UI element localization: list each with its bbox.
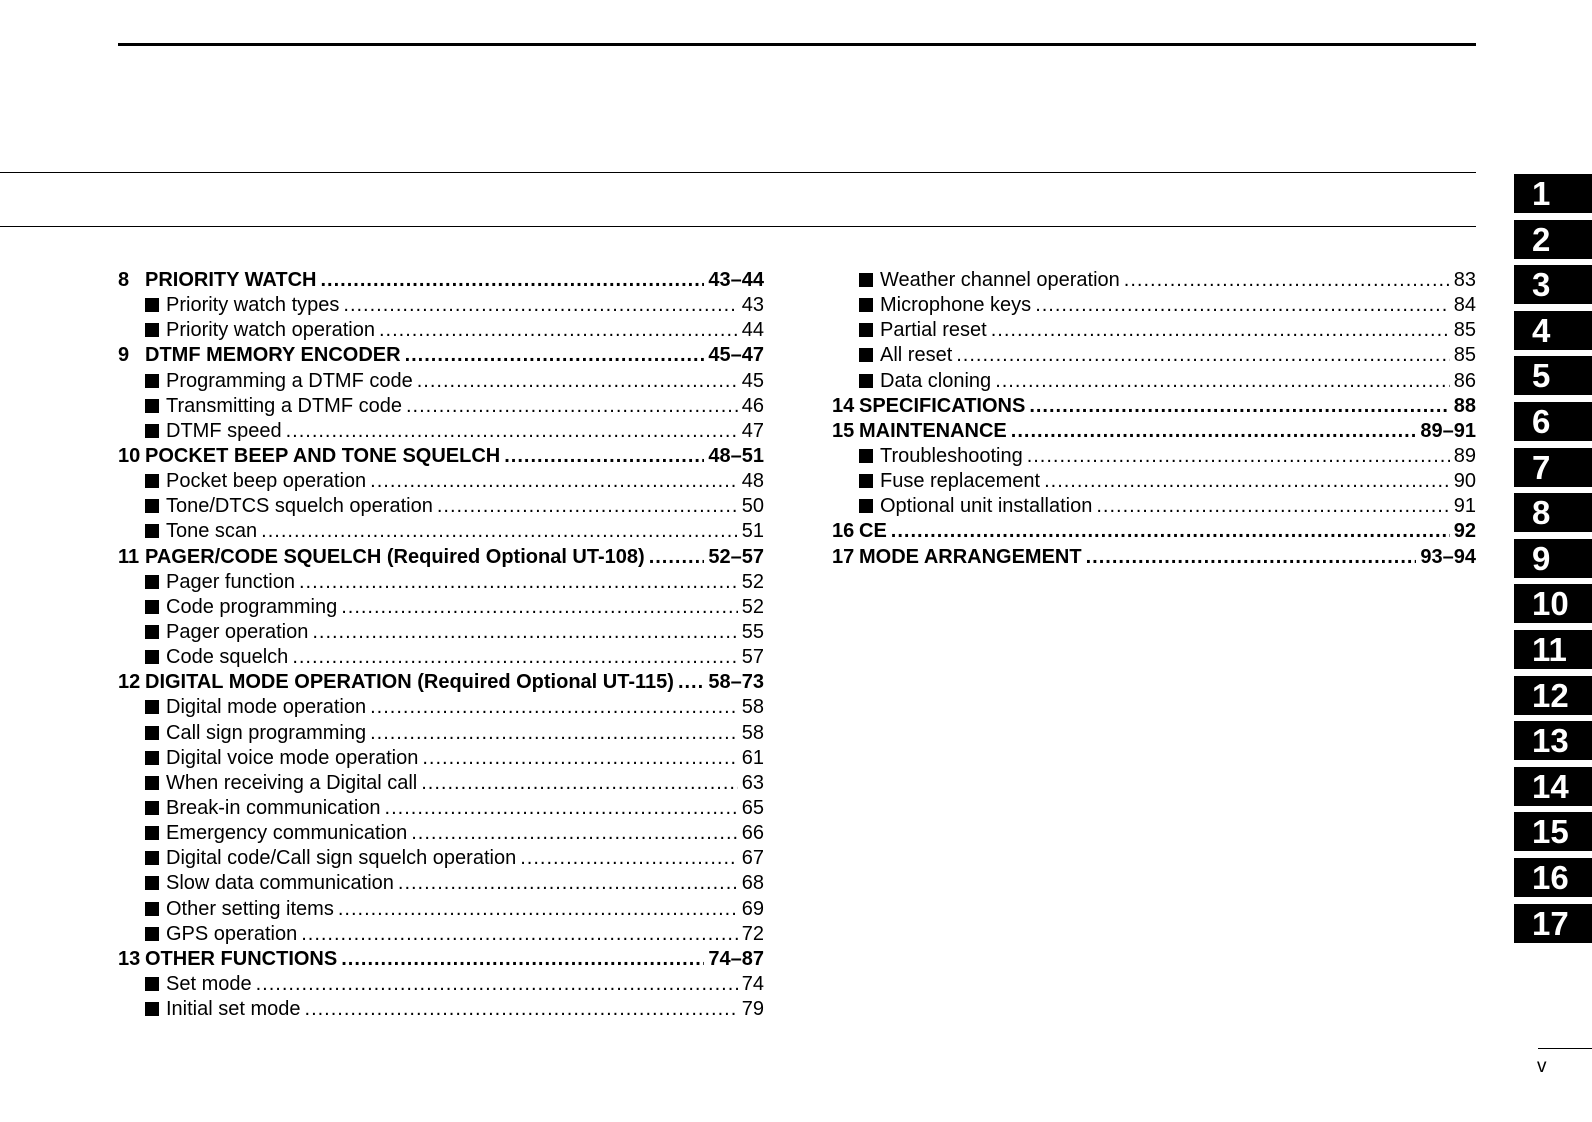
toc-entry-title: Digital voice mode operation bbox=[166, 746, 419, 769]
bullet-square-icon bbox=[859, 298, 873, 312]
toc-page-range: 89–91 bbox=[1420, 419, 1476, 442]
toc-entry-title: Call sign programming bbox=[166, 721, 367, 744]
dot-leader bbox=[305, 997, 738, 1022]
dot-leader bbox=[341, 595, 738, 620]
bullet-square-icon bbox=[859, 374, 873, 388]
toc-entry-title: Tone scan bbox=[166, 520, 258, 543]
toc-subsection-entry bbox=[118, 821, 764, 846]
toc-page-range: 48 bbox=[741, 470, 764, 493]
toc-subsection-entry bbox=[118, 419, 764, 444]
toc-entry-title: Pager operation bbox=[166, 620, 309, 643]
toc-entry-title: Tone/DTCS squelch operation bbox=[166, 495, 433, 518]
toc-entry-title: Troubleshooting bbox=[880, 444, 1023, 467]
toc-page-range: 58 bbox=[741, 721, 764, 744]
section-tab-17[interactable]: 17 bbox=[1514, 904, 1592, 943]
bullet-square-icon bbox=[145, 876, 159, 890]
dot-leader bbox=[649, 545, 705, 570]
dot-leader bbox=[421, 771, 738, 796]
toc-entry-title: Partial reset bbox=[880, 319, 987, 342]
toc-entry-title: SPECIFICATIONS bbox=[859, 394, 1026, 417]
toc-left-column bbox=[118, 268, 764, 1022]
toc-entry-title: Other setting items bbox=[166, 897, 334, 920]
bullet-square-icon bbox=[859, 449, 873, 463]
dot-leader bbox=[411, 821, 738, 846]
header-rule-upper bbox=[0, 172, 1476, 173]
toc-page-range: 51 bbox=[741, 520, 764, 543]
toc-section-entry bbox=[118, 947, 764, 972]
toc-subsection-entry bbox=[832, 318, 1476, 343]
toc-page-range: 91 bbox=[1453, 495, 1476, 518]
toc-section-number: 11 bbox=[118, 545, 140, 568]
bullet-square-icon bbox=[145, 726, 159, 740]
bullet-square-icon bbox=[145, 474, 159, 488]
toc-page-range: 45–47 bbox=[708, 344, 764, 367]
section-tab-3[interactable]: 3 bbox=[1514, 265, 1592, 304]
toc-entry-title: DTMF speed bbox=[166, 419, 282, 442]
section-tab-15[interactable]: 15 bbox=[1514, 812, 1592, 851]
page-number: v bbox=[1537, 1056, 1547, 1077]
dot-leader bbox=[370, 721, 738, 746]
toc-page-range: 69 bbox=[741, 897, 764, 920]
toc-subsection-entry bbox=[832, 494, 1476, 519]
bullet-square-icon bbox=[145, 625, 159, 639]
toc-page-range: 89 bbox=[1453, 444, 1476, 467]
toc-page-range: 58 bbox=[741, 696, 764, 719]
dot-leader bbox=[1124, 268, 1450, 293]
toc-page-range: 74–87 bbox=[708, 947, 764, 970]
toc-page-range: 55 bbox=[741, 620, 764, 643]
toc-entry-title: Priority watch operation bbox=[166, 319, 375, 342]
toc-entry-title: Code programming bbox=[166, 595, 338, 618]
bullet-square-icon bbox=[145, 826, 159, 840]
toc-subsection-entry bbox=[832, 293, 1476, 318]
section-tab-11[interactable]: 11 bbox=[1514, 630, 1592, 669]
section-tab-9[interactable]: 9 bbox=[1514, 539, 1592, 578]
toc-section-entry bbox=[118, 343, 764, 368]
bullet-square-icon bbox=[145, 700, 159, 714]
dot-leader bbox=[1027, 444, 1450, 469]
toc-page-range: 65 bbox=[741, 796, 764, 819]
dot-leader bbox=[343, 293, 737, 318]
toc-entry-title: Programming a DTMF code bbox=[166, 369, 413, 392]
toc-subsection-entry bbox=[118, 394, 764, 419]
section-tab-16[interactable]: 16 bbox=[1514, 858, 1592, 897]
bullet-square-icon bbox=[145, 801, 159, 815]
toc-subsection-entry bbox=[118, 922, 764, 947]
section-tab-12[interactable]: 12 bbox=[1514, 676, 1592, 715]
dot-leader bbox=[417, 369, 738, 394]
toc-page-range: 74 bbox=[741, 972, 764, 995]
toc-subsection-entry bbox=[832, 444, 1476, 469]
toc-subsection-entry bbox=[118, 695, 764, 720]
toc-subsection-entry bbox=[118, 997, 764, 1022]
bullet-square-icon bbox=[145, 298, 159, 312]
toc-subsection-entry bbox=[118, 771, 764, 796]
toc-page-range: 46 bbox=[741, 394, 764, 417]
toc-entry-title: Optional unit installation bbox=[880, 495, 1093, 518]
toc-section-entry bbox=[832, 519, 1476, 544]
toc-entry-title: PAGER/CODE SQUELCH (Required Optional UT-108) bbox=[145, 545, 645, 568]
section-tab-14[interactable]: 14 bbox=[1514, 767, 1592, 806]
bullet-square-icon bbox=[145, 424, 159, 438]
toc-entry-title: All reset bbox=[880, 344, 953, 367]
dot-leader bbox=[678, 670, 704, 695]
dot-leader bbox=[891, 519, 1450, 544]
toc-page-range: 90 bbox=[1453, 470, 1476, 493]
bullet-square-icon bbox=[145, 575, 159, 589]
bullet-square-icon bbox=[145, 851, 159, 865]
dot-leader bbox=[256, 972, 738, 997]
toc-page-range: 68 bbox=[741, 872, 764, 895]
dot-leader bbox=[341, 947, 704, 972]
bullet-square-icon bbox=[145, 927, 159, 941]
bullet-square-icon bbox=[859, 273, 873, 287]
toc-page-range: 66 bbox=[741, 822, 764, 845]
toc-section-entry bbox=[832, 419, 1476, 444]
toc-entry-title: Digital mode operation bbox=[166, 696, 367, 719]
toc-entry-title: Slow data communication bbox=[166, 872, 394, 895]
toc-entry-title: Data cloning bbox=[880, 369, 992, 392]
dot-leader bbox=[301, 922, 738, 947]
dot-leader bbox=[520, 846, 738, 871]
section-tab-7[interactable]: 7 bbox=[1514, 448, 1592, 487]
dot-leader bbox=[422, 746, 737, 771]
toc-entry-title: Priority watch types bbox=[166, 294, 340, 317]
section-tab-4[interactable]: 4 bbox=[1514, 311, 1592, 350]
toc-entry-title: Weather channel operation bbox=[880, 269, 1120, 291]
toc-page-range: 57 bbox=[741, 646, 764, 669]
toc-subsection-entry bbox=[118, 846, 764, 871]
bullet-square-icon bbox=[145, 776, 159, 790]
dot-leader bbox=[1029, 394, 1449, 419]
bullet-square-icon bbox=[145, 1002, 159, 1016]
toc-section-entry bbox=[118, 268, 764, 293]
footer-rule bbox=[1538, 1048, 1592, 1049]
toc-subsection-entry bbox=[118, 570, 764, 595]
bullet-square-icon bbox=[145, 374, 159, 388]
dot-leader bbox=[320, 268, 704, 293]
toc-entry-title: DTMF MEMORY ENCODER bbox=[145, 344, 401, 367]
toc-subsection-entry bbox=[832, 469, 1476, 494]
toc-section-number: 10 bbox=[118, 444, 141, 467]
toc-entry-title: Emergency communication bbox=[166, 822, 408, 845]
section-tab-1[interactable]: 1 bbox=[1514, 174, 1592, 213]
toc-entry-title: DIGITAL MODE OPERATION (Required Optional UT-115) bbox=[145, 671, 674, 694]
toc-section-entry bbox=[118, 545, 764, 570]
toc-subsection-entry bbox=[118, 620, 764, 645]
toc-page-range: 72 bbox=[741, 922, 764, 945]
toc-section-entry bbox=[118, 444, 764, 469]
bullet-square-icon bbox=[145, 600, 159, 614]
top-rule bbox=[118, 43, 1476, 46]
toc-section-number: 12 bbox=[118, 671, 141, 694]
dot-leader bbox=[956, 343, 1450, 368]
toc-subsection-entry bbox=[118, 796, 764, 821]
toc-entry-title: Transmitting a DTMF code bbox=[166, 394, 402, 417]
toc-section-number: 17 bbox=[832, 545, 855, 568]
section-tab-10[interactable]: 10 bbox=[1514, 584, 1592, 623]
dot-leader bbox=[1096, 494, 1449, 519]
dot-leader bbox=[292, 645, 737, 670]
toc-entry-title: Set mode bbox=[166, 972, 252, 995]
bullet-square-icon bbox=[145, 399, 159, 413]
bullet-square-icon bbox=[145, 524, 159, 538]
toc-page-range: 58–73 bbox=[708, 671, 764, 694]
toc-page-range: 50 bbox=[741, 495, 764, 518]
toc-page-range: 52 bbox=[741, 595, 764, 618]
toc-entry-title: Fuse replacement bbox=[880, 470, 1041, 493]
bullet-square-icon bbox=[859, 348, 873, 362]
toc-page-range: 44 bbox=[741, 319, 764, 342]
toc-page-range: 52–57 bbox=[708, 545, 764, 568]
bullet-square-icon bbox=[859, 474, 873, 488]
bullet-square-icon bbox=[145, 323, 159, 337]
toc-page-range: 43 bbox=[741, 294, 764, 317]
toc-subsection-entry bbox=[118, 721, 764, 746]
toc-section-number: 13 bbox=[118, 947, 141, 970]
dot-leader bbox=[338, 897, 738, 922]
toc-subsection-entry bbox=[118, 746, 764, 771]
toc-subsection-entry bbox=[118, 369, 764, 394]
toc-section-entry bbox=[118, 670, 764, 695]
toc-entry-title: Initial set mode bbox=[166, 998, 301, 1021]
toc-page-range: 63 bbox=[741, 771, 764, 794]
section-tab-5[interactable]: 5 bbox=[1514, 356, 1592, 395]
section-tab-strip bbox=[1514, 174, 1592, 949]
dot-leader bbox=[299, 570, 738, 595]
toc-page-range: 86 bbox=[1453, 369, 1476, 392]
bullet-square-icon bbox=[859, 499, 873, 513]
dot-leader bbox=[406, 394, 738, 419]
bullet-square-icon bbox=[145, 902, 159, 916]
dot-leader bbox=[261, 519, 738, 544]
section-tab-2[interactable]: 2 bbox=[1514, 220, 1592, 259]
dot-leader bbox=[504, 444, 704, 469]
toc-subsection-entry bbox=[118, 595, 764, 620]
toc-entry-title: Break-in communication bbox=[166, 796, 381, 819]
toc-entry-title: CE bbox=[859, 520, 887, 543]
toc-page-range: 61 bbox=[741, 746, 764, 769]
toc-subsection-entry bbox=[118, 494, 764, 519]
dot-leader bbox=[398, 871, 738, 896]
bullet-square-icon bbox=[145, 499, 159, 513]
dot-leader bbox=[370, 469, 738, 494]
toc-subsection-entry bbox=[832, 268, 1476, 293]
toc-entry-title: Microphone keys bbox=[880, 294, 1032, 317]
toc-entry-title: When receiving a Digital call bbox=[166, 771, 418, 794]
header-rule-lower bbox=[0, 226, 1476, 227]
toc-entry-title: Code squelch bbox=[166, 646, 289, 669]
bullet-square-icon bbox=[859, 323, 873, 337]
dot-leader bbox=[1086, 545, 1417, 570]
toc-subsection-entry bbox=[832, 343, 1476, 368]
toc-section-entry bbox=[832, 394, 1476, 419]
bullet-square-icon bbox=[145, 751, 159, 765]
dot-leader bbox=[437, 494, 738, 519]
dot-leader bbox=[312, 620, 737, 645]
toc-page-range: 48–51 bbox=[708, 444, 764, 467]
toc-subsection-entry bbox=[118, 871, 764, 896]
toc-page-range: 43–44 bbox=[708, 269, 764, 291]
bullet-square-icon bbox=[145, 977, 159, 991]
toc-entry-title: MAINTENANCE bbox=[859, 419, 1007, 442]
dot-leader bbox=[385, 796, 738, 821]
toc-entry-title: Pocket beep operation bbox=[166, 470, 367, 493]
toc-page-range: 93–94 bbox=[1420, 545, 1476, 568]
toc-entry-title: PRIORITY WATCH bbox=[145, 269, 317, 291]
dot-leader bbox=[1044, 469, 1450, 494]
section-tab-13[interactable]: 13 bbox=[1514, 721, 1592, 760]
dot-leader bbox=[1011, 419, 1417, 444]
toc-entry-title: MODE ARRANGEMENT bbox=[859, 545, 1082, 568]
toc-entry-title: Pager function bbox=[166, 570, 295, 593]
toc-subsection-entry bbox=[832, 369, 1476, 394]
toc-subsection-entry bbox=[118, 519, 764, 544]
toc-page-range: 92 bbox=[1453, 520, 1476, 543]
section-tab-8[interactable]: 8 bbox=[1514, 493, 1592, 532]
toc-page-range: 84 bbox=[1453, 294, 1476, 317]
toc-page-range: 88 bbox=[1453, 394, 1476, 417]
toc-page-range: 67 bbox=[741, 847, 764, 870]
section-tab-6[interactable]: 6 bbox=[1514, 402, 1592, 441]
dot-leader bbox=[370, 695, 738, 720]
dot-leader bbox=[995, 369, 1450, 394]
toc-entry-title: POCKET BEEP AND TONE SQUELCH bbox=[145, 444, 501, 467]
dot-leader bbox=[405, 343, 705, 368]
toc-page-range: 83 bbox=[1453, 269, 1476, 291]
toc-page-range: 85 bbox=[1453, 344, 1476, 367]
toc-subsection-entry bbox=[118, 318, 764, 343]
toc-section-number: 15 bbox=[832, 419, 855, 442]
toc-section-entry bbox=[832, 545, 1476, 570]
toc-section-number: 9 bbox=[118, 344, 130, 367]
dot-leader bbox=[991, 318, 1450, 343]
bullet-square-icon bbox=[145, 650, 159, 664]
dot-leader bbox=[379, 318, 738, 343]
toc-page-range: 45 bbox=[741, 369, 764, 392]
toc-section-number: 16 bbox=[832, 520, 855, 543]
toc-subsection-entry bbox=[118, 645, 764, 670]
toc-subsection-entry bbox=[118, 469, 764, 494]
dot-leader bbox=[1035, 293, 1450, 318]
toc-subsection-entry bbox=[118, 972, 764, 997]
toc-page-range: 85 bbox=[1453, 319, 1476, 342]
toc-entry-title: GPS operation bbox=[166, 922, 298, 945]
toc-page-range: 52 bbox=[741, 570, 764, 593]
toc-section-number: 14 bbox=[832, 394, 855, 417]
toc-section-number: 8 bbox=[118, 269, 130, 291]
toc-entry-title: Digital code/Call sign squelch operation bbox=[166, 847, 517, 870]
toc-right-column bbox=[832, 268, 1476, 570]
dot-leader bbox=[286, 419, 738, 444]
toc-entry-title: OTHER FUNCTIONS bbox=[145, 947, 338, 970]
toc-subsection-entry bbox=[118, 897, 764, 922]
toc-page-range: 47 bbox=[741, 419, 764, 442]
toc-page-range: 79 bbox=[741, 998, 764, 1021]
toc-subsection-entry bbox=[118, 293, 764, 318]
